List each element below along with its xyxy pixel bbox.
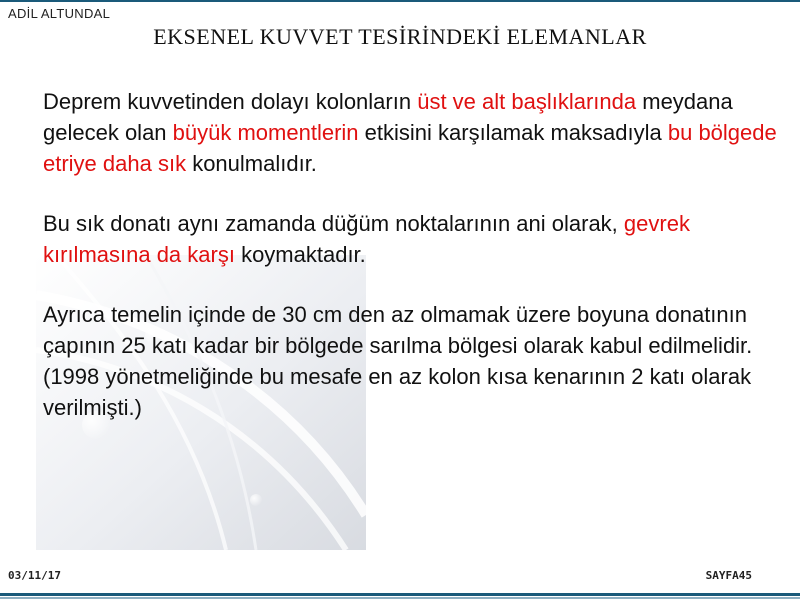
- slide-body: [43, 86, 783, 452]
- slide-title: EKSENEL KUVVET TESİRİNDEKİ ELEMANLAR: [153, 24, 647, 49]
- paragraph-1-segment-3: meydana gelecek olan: [43, 89, 733, 145]
- paragraph-1-highlight-2: büyük momentlerin: [172, 120, 359, 145]
- paragraph-1-segment-1: Deprem kuvvetinden dolayı kolonların: [43, 89, 418, 114]
- paragraph-1-segment-7: konulmalıdır.: [186, 151, 317, 176]
- paragraph-2-segment-1: Bu sık donatı aynı zamanda düğüm noktalarının ani olarak,: [43, 211, 624, 236]
- paragraph-3-segment-1: Ayrıca temelin içinde de 30 cm den az olmamak üzere boyuna donatının çapının 25 katı kadar bir bölgede sarılma bölgesi olarak kabul edilmelidir. (1998 yönetmeliğinde bu mesafe en az kolon kısa kenarının 2 katı olarak verilmişti.): [43, 302, 753, 420]
- bottom-border-line: [0, 593, 800, 596]
- top-border-line: [0, 0, 800, 2]
- bottom-border-line-light: [0, 597, 800, 599]
- paragraph-2-highlight-1: gevrek kırılmasına da karşı: [43, 211, 690, 267]
- paragraph-2-segment-3: koymaktadır.: [234, 242, 366, 267]
- paragraph-1-highlight-1: üst ve alt başlıklarında: [417, 89, 637, 114]
- paragraph-1: [43, 86, 783, 179]
- paragraph-1-segment-5: etkisini karşılamak maksadıyla: [358, 120, 668, 145]
- footer-date: 03/11/17: [8, 569, 61, 582]
- author-name: ADİL ALTUNDAL: [8, 6, 111, 21]
- paragraph-1-highlight-3: bu bölgede etriye daha sık: [43, 120, 777, 176]
- footer-page-number: SAYFA45: [705, 569, 752, 582]
- paragraph-2: [43, 208, 783, 270]
- paragraph-3: [43, 299, 783, 423]
